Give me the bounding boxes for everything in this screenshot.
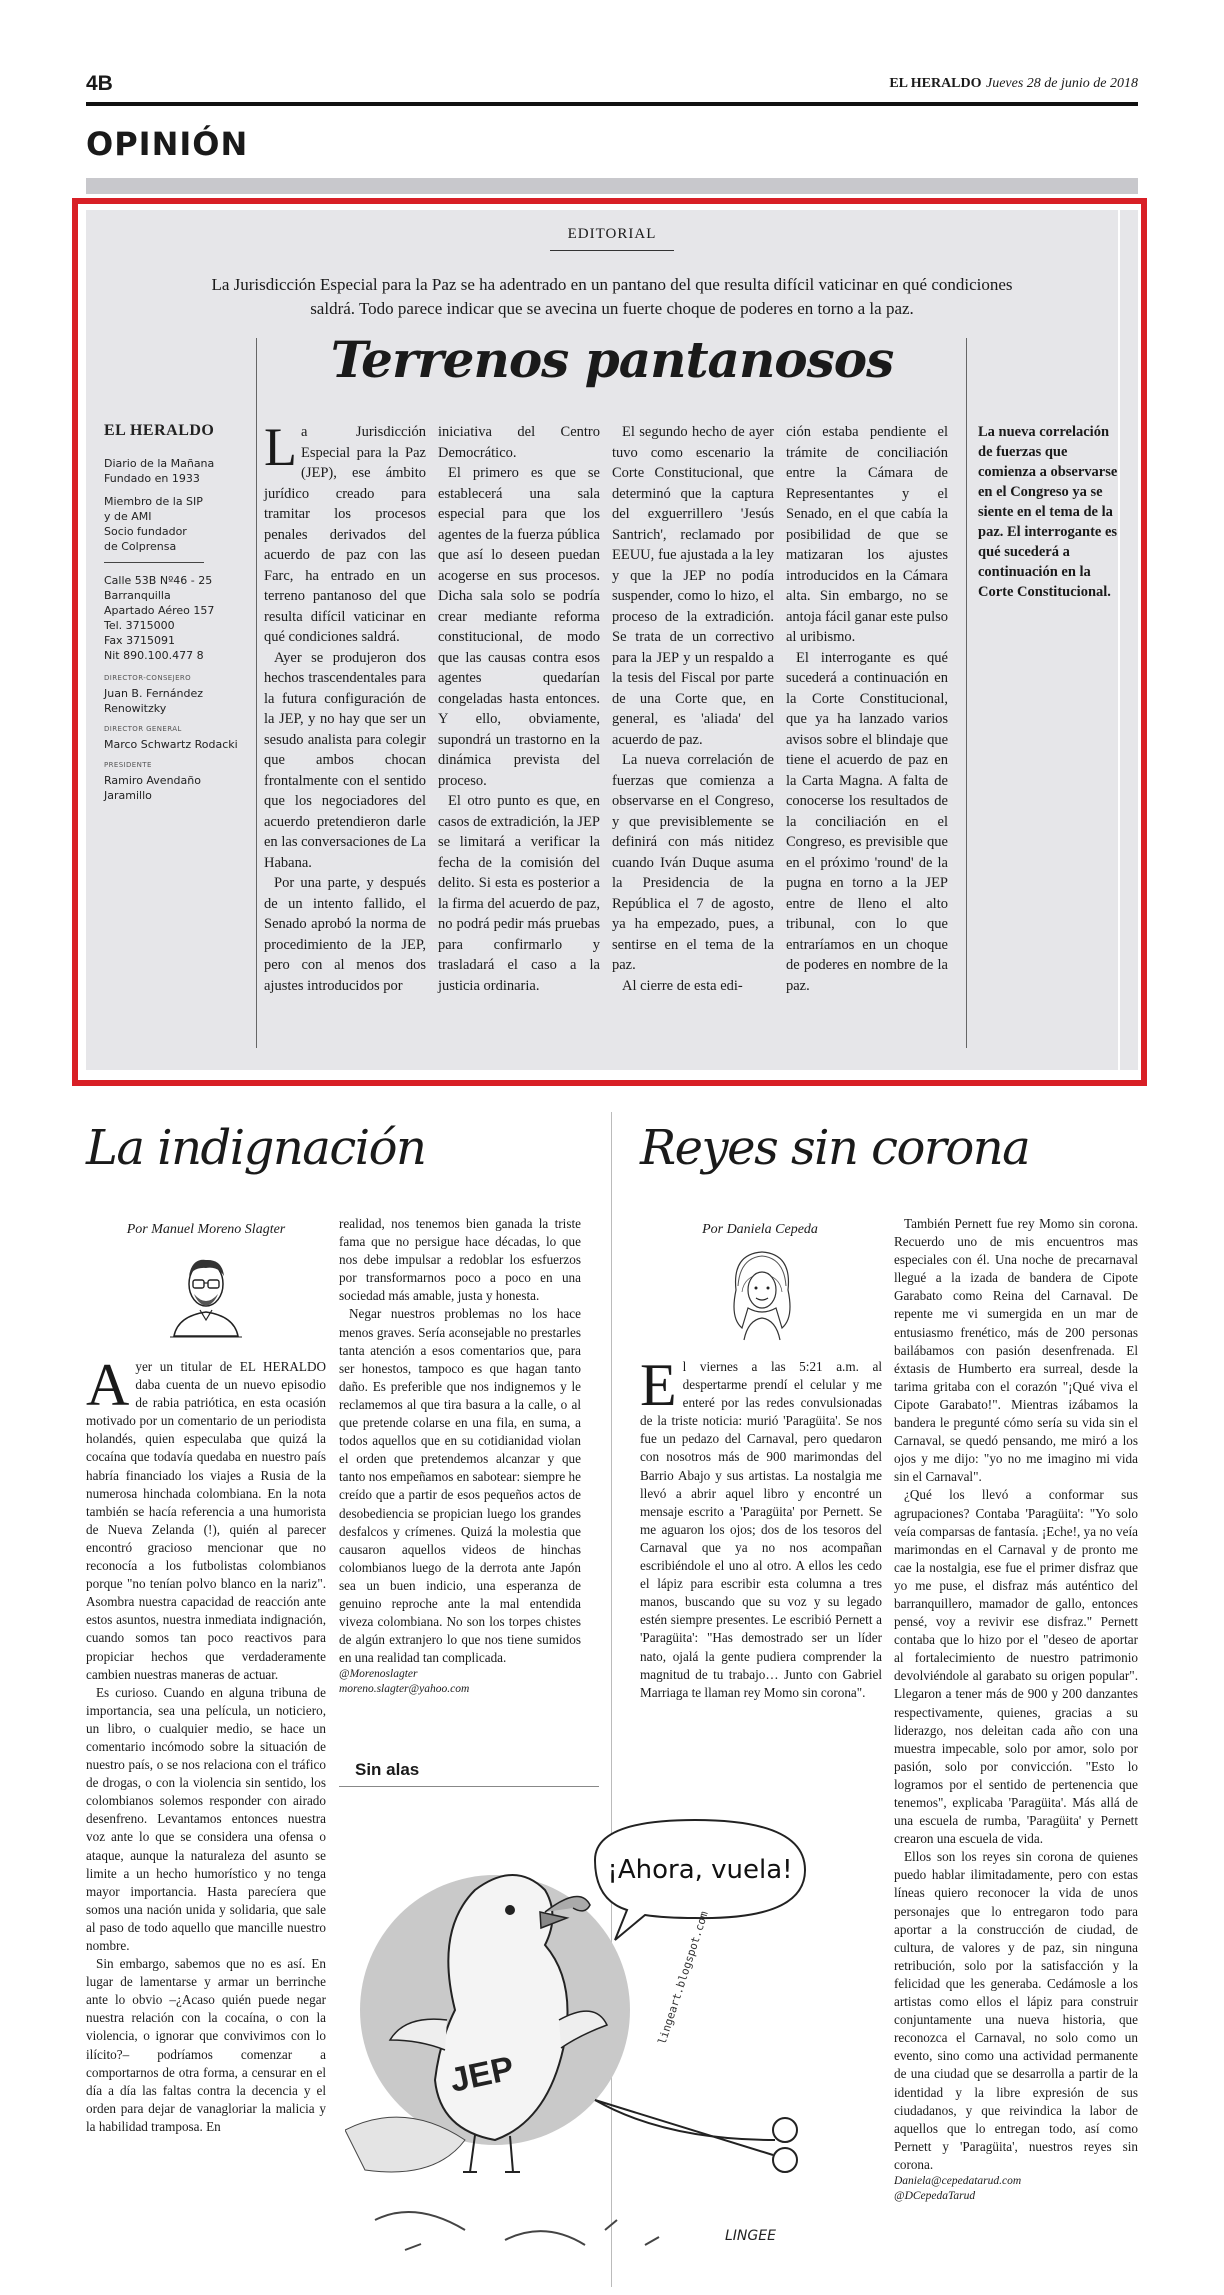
address-line: Calle 53B Nº46 - 25 [104,574,213,587]
staff-line: Miembro de la SIP [104,495,203,508]
staff-brand: EL HERALDO [104,422,215,439]
address-line: Barranquilla [104,589,171,602]
staff-line: Diario de la Mañana [104,457,215,470]
article-byline: Por Daniela Cepeda [702,1222,818,1237]
article-column [640,1352,882,1702]
staff-address [104,573,246,663]
staff-line: Fundado en 1933 [104,472,200,485]
drop-cap: E [640,1352,677,1418]
paragraph: realidad, nos tenemos bien ganada la triste fama que no persigue hace décadas, lo que nos debe impulsar a redoblar los esfuerzos por transformarnos poco a poco en una sociedad más amable, justa y honesta. [339,1216,581,1304]
box-rule [1118,210,1120,1070]
paragraph: El segundo hecho de ayer tuvo como escenario la Corte Constitucional, que determinó que la captura del exguerrillero 'Jesús Santrich', reclamado por EEUU, fue ajustada a la ley y que la JEP no podía suspender, como lo hizo, el proceso de la extradición. Se trata de un correctivo para la JEP y un respaldo a la tesis del Fiscal por parte de una Corte que, en general, es 'aliada' del acuerdo de paz. [612,424,774,748]
editorial-column-1 [264,417,426,996]
cartoon-rule [339,1786,599,1787]
top-rule [86,102,1138,106]
editorial-label-rule [550,250,674,251]
staff-line: Socio fundador [104,525,187,538]
section-band [86,178,1138,194]
staff-role: DIRECTOR GENERAL [104,725,182,733]
column-rule [256,338,257,1048]
staff-name: Ramiro Avendaño Jaramillo [104,774,201,802]
staff-name: Juan B. Fernández Renowitzky [104,687,203,715]
cartoon-credit: lingeart.blogspot.com [655,1909,711,2046]
paragraph-text: l viernes a las 5:21 a.m. al despertarme prendí el celular y me enteré por las redes convulsionadas de la triste noticia: murió 'Paragüita'. Se nos fue un pedazo del Carnaval, pero quedaron con nosotros más de 900 marimondas del Barrio Abajo y sus artistas. La nostalgia me llevó a abrir aquel libro y encontré un mensaje escrito a 'Paragüita' por Pernett. Se me aguaron los ojos; dos de los tesoros del Carnaval que ya no nos acompañan escribiéndole el uno al otro. A ellos les cedo el lápiz para escribir esta columna a tres manos, buscando que su voz y su legado estén siempre presentes. Le escribió Pernett a 'Paragüita': "Has demostrado ser un líder nato, ojalá la gente pudiera comprender la magnitud de tu trabajo… Junto con Gabriel Marriaga te llaman rey Momo sin corona". [640,1359,882,1700]
masthead-brand: EL HERALDO [889,76,982,91]
cartoon-label: JEP [446,2049,518,2100]
paragraph [86,1352,326,1684]
paragraph: ción estaba pendiente el trámite de conciliación entre la Cámara de Representantes y el Senado, en el que cabía la posibilidad de que se matizaran los ajustes introducidos en la Cámara alta. Sin embargo, no se antoja fácil ganar este pulso al uribismo. [786,424,948,645]
editorial-staff-box [104,422,246,803]
paragraph: Sin embargo, sabemos que no es así. En lugar de lamentarse y armar un berrinche ante lo obvio –¿Acaso quién puede negar nuestra relación con la cocaína, o con la violencia, o ignorar que convivimos con lo ilícito?– podríamos comenzar a comportarnos de otra forma, a censurar en el día a día las faltas contra la decencia y el orden para dejar de vanagloriar la malicia y la habilidad tramposa. En [86,1956,326,2134]
paragraph-text: yer un titular de EL HERALDO daba cuenta de un nuevo episodio de rabia patriótica, en esta ocasión motivado por un comentario de un periodista holandés, quien especulaba que quizá la cocaína que todavía quedaba en nuestro país habría financiado los viajes a Rusia de la numerosa hinchada colombiana. En la nota también se hacía referencia a una humorista de Nueva Zelanda (!), quién al parecer encontró gracioso mencionar que no reconocía a los futbolistas colombianos porque "no tenían polvo blanco en la nariz". Asombra nuestra capacidad de reacción ante estos asuntos, nuestra inmediata indignación, cuando somos tan poco reactivos para propiciar hechos que verdaderamente cambien nuestras maneras de actuar. [86,1359,326,1682]
address-line: Nit 890.100.477 8 [104,649,204,662]
paragraph: El interrogante es qué sucederá a continuación en la Corte Constitucional, que ya ha lanzado varios avisos sobre el blindaje que tiene el acuerdo de paz en la Carta Magna. A falta de conocerse los resultados de la conciliación en el Congreso, es previsible que en el próximo 'round' de la pugna en torno a la JEP entre de lleno el alto tribunal, con lo que entraríamos en un choque de poderes en nombre de la paz. [786,649,948,994]
cartoon-drawing [345,1800,835,2275]
author-email: moreno.slagter@yahoo.com [339,1683,470,1696]
staff-role: PRESIDENTE [104,761,152,769]
drop-cap: L [264,417,297,477]
paragraph: Ayer se produjeron dos hechos trascendentales para la futura configuración de la JEP, y no hay que ser un sesudo analista para colegir que ambos chocan frontalmente con el sentido que los negociadores del acuerdo pretendieron darle en las conversaciones de La Habana. [264,649,426,871]
masthead-date: Jueves 28 de junio de 2018 [985,76,1138,91]
page-number: 4B [86,72,113,95]
article-title: Reyes sin corona [640,1120,1030,1176]
editorial-column-4 [786,422,948,996]
editorial-deck: La Jurisdicción Especial para la Paz se ha adentrado en un pantano del que resulta difícil vaticinar en qué condiciones saldrá. Todo parece indicar que se avecina un fuerte choque de poderes en torno a la paz. [211,275,1013,318]
drop-cap: A [86,1352,130,1418]
editorial-column-3 [612,422,774,996]
editorial-column-2 [438,422,600,996]
article-title: La indignación [86,1120,426,1176]
article-column [339,1215,581,1697]
paragraph-text: a Jurisdicción Especial para la Paz (JEP), ese ámbito jurídico creado para tramitar los procesos penales derivados del acuerdo de paz con las Farc, ha entrado en un terreno pantanoso del que resulta difícil vaticinar en qué condiciones saldrá. [264,424,426,645]
paragraph: Es curioso. Cuando en alguna tribuna de importancia, sea una película, un noticiero, un libro, o cualquier medio, se hace un comentario incómodo sobre la situación de nuestro país, o se nos relaciona con el tráfico de drogas, o con la violencia sin sentido, los colombianos solemos responder con airado desenfreno. Levantamos entonces nuestra voz ante lo que se considera una ofensa o ataque, aunque la naturaleza del asunto se limite a un hecho humorístico y no tenga mayor importancia. Hasta parecíera que somos una nación unida y solidaria, que sale al paso de todo aquello que mancille nuestro nombre. [86,1684,326,1953]
author-handle: @DCepedaTarud [894,2189,976,2202]
paragraph: La nueva correlación de fuerzas que comienza a observarse en el Congreso, y que previsiblemente se definirá con más nitidez cuando Iván Duque asuma la Presidencia de la República el 7 de agosto, ya ha empezado, pues, a sentirse en el tema de la paz. [612,752,774,973]
column-rule [966,338,967,1048]
speech-bubble: ¡Ahora, vuela! [607,1855,793,1885]
cartoon-signature: LINGEE [725,2228,776,2244]
editorial-title: Terrenos pantanosos [330,330,894,389]
staff-info [104,456,246,486]
address-line: Fax 3715091 [104,634,176,647]
staff-name: Marco Schwartz Rodacki [104,738,238,751]
paragraph: ¿Qué los llevó a conformar sus agrupaciones? Contaba 'Paragüita': "Yo solo veía comparsas de fantasía. ¡Eche!, ya no veía marimondas en el Carnaval y de pronto me cae la nostalgia, ese fue el primer disfraz que yo me puse, el disfraz más auténtico del barranquillero, mamador de gallo, entonces pensé, voy a revivir ese disfraz." Pernett contaba que lo hizo por el "deseo de aportar al fortalecimiento de nuestro patrimonio devolviéndole al garabato su origen popular". Llegaron a tener más de 900 y 200 danzantes respectivamente, quienes, gracias a su liderazgo, nos deleitan cada año con una muestra impecable, solo por amor, solo por pasión, solo por convicción. "Esto lo logramos por el sentido de pertenencia que tenemos", explicaba 'Paragüita'. Más allá de una escuela de rumba, 'Paragüita' y Pernett crearon una escuela de vida. [894,1487,1138,1847]
address-line: Tel. 3715000 [104,619,175,632]
staff-divider [104,562,204,563]
paragraph: El primero es que se establecerá una sala especial para que los agentes de la fuerza pública que así lo deseen puedan acogerse en sus procesos. Dicha sala solo se podría crear mediante reforma constitucional, de modo que las causas contra esos agentes quedarían congeladas hasta entonces. Y ello, obviamente, supondrá un trastorno en la dinámica prevista del proceso. [438,465,600,789]
cartoon-title: Sin alas [355,1760,420,1779]
author-portrait [166,1248,246,1338]
article-column [86,1352,326,2136]
masthead [889,75,1138,92]
paragraph: iniciativa del Centro Democrático. [438,424,600,461]
paragraph: Al cierre de esta edi- [622,977,743,994]
article-byline: Por Manuel Moreno Slagter [126,1222,286,1237]
paragraph [264,417,426,648]
paragraph: El otro punto es que, en casos de extradición, la JEP se limitará a verificar la fecha de la comisión del delito. Si esta es posterior a la firma del acuerdo de paz, no podrá pedir más pruebas para confirmarlo y trasladará el caso a la justicia ordinaria. [438,793,600,994]
editorial-pullquote: La nueva correlación de fuerzas que comienza a observarse en el Congreso ya se siente en el tema de la paz. El interrogante es qué sucederá a continuación en la Corte Constitucional. [978,424,1118,600]
article-column [894,1215,1138,2204]
author-email: Daniela@cepedatarud.com [894,2174,1022,2187]
paragraph: Por una parte, y después de un intento fallido, el Senado aprobó la norma de procedimiento de la JEP, pero con al menos dos ajustes introducidos por [264,875,426,994]
editorial-box [86,210,1138,1070]
paragraph: También Pernett fue rey Momo sin corona. Recuerdo uno de mis encuentros mas especiales con él. Una noche de precarnaval llegué a la izada de bandera de Cipote Garabato como Reina del Carnaval. De repente me vi sumergida en un mar de entusiasmo frenético, más de 200 personas bailábamos con pasión desenfrenada. El éxtasis de Humberto era surreal, desde la tarima gritaba con el corazón "¡Qué viva el Cipote Garabato!". Mientras izábamos la bandera le pregunté cómo sería su vida sin el Carnaval, se quedó pensando, me miró a los ojos y me dijo: "yo no me imagino mi vida sin el Carnaval". [894,1216,1138,1485]
staff-line: de Colprensa [104,540,177,553]
staff-role: DIRECTOR-CONSEJERO [104,674,192,682]
address-line: Apartado Aéreo 157 [104,604,215,617]
paragraph [640,1352,882,1702]
paragraph: Negar nuestros problemas no los hace menos graves. Sería aconsejable no prestarles tanta atención a esos comentarios que, para ser honestos, tampoco es que hagan tanto daño. Es preferible que nos indignemos y le reclamemos al que tira basura a la calle, o al que pretende colarse en una fila, en suma, a todos aquellos que en su cotidianidad violan el orden que pretendemos alcanzar y que tanto nos empeñamos en sabotear: siempre he creído que a partir de esos pequeños actos de desobediencia se propician luego los grandes desfalcos y crímenes. Quizá la molestia que causaron aquellos videos de hinchas colombianos luego de la derrota ante Japón sea un buen indicio, una esperanza de genuino reproche ante la mal entendida viveza colombiana. No son los torpes chistes de algún extranjero lo que nos tiene sumidos en una realidad tan complicada. [339,1306,581,1666]
staff-info [104,494,246,554]
staff-line: y de AMI [104,510,152,523]
author-portrait [722,1246,802,1342]
paragraph: Ellos son los reyes sin corona de quienes puedo hablar ilimitadamente, pero con estas líneas quiero reconocer la vida de unos personajes que lo entregaron todo para aportar a la construcción de ciudad, de cultura, de valores y de paz, sin ninguna retribución, solo por la satisfacción y la felicidad que les generaba. Cedámosle a los artistas como ellos el lápiz para construir conjuntamente una nueva historia, que reconozca el Carnaval, no solo como un evento, sino como una actividad permanente de una ciudad que se desarrolla a partir de la identidad y la libre expresión de sus ciudadanos, y que reivindica la labor de aquellos que lo entregan todo, así como Pernett y 'Paragüita', nuestros reyes sin corona. [894,1849,1138,2172]
author-handle: @Morenoslagter [339,1668,418,1681]
section-title: OPINIÓN [86,125,249,163]
editorial-label: EDITORIAL [567,226,657,242]
